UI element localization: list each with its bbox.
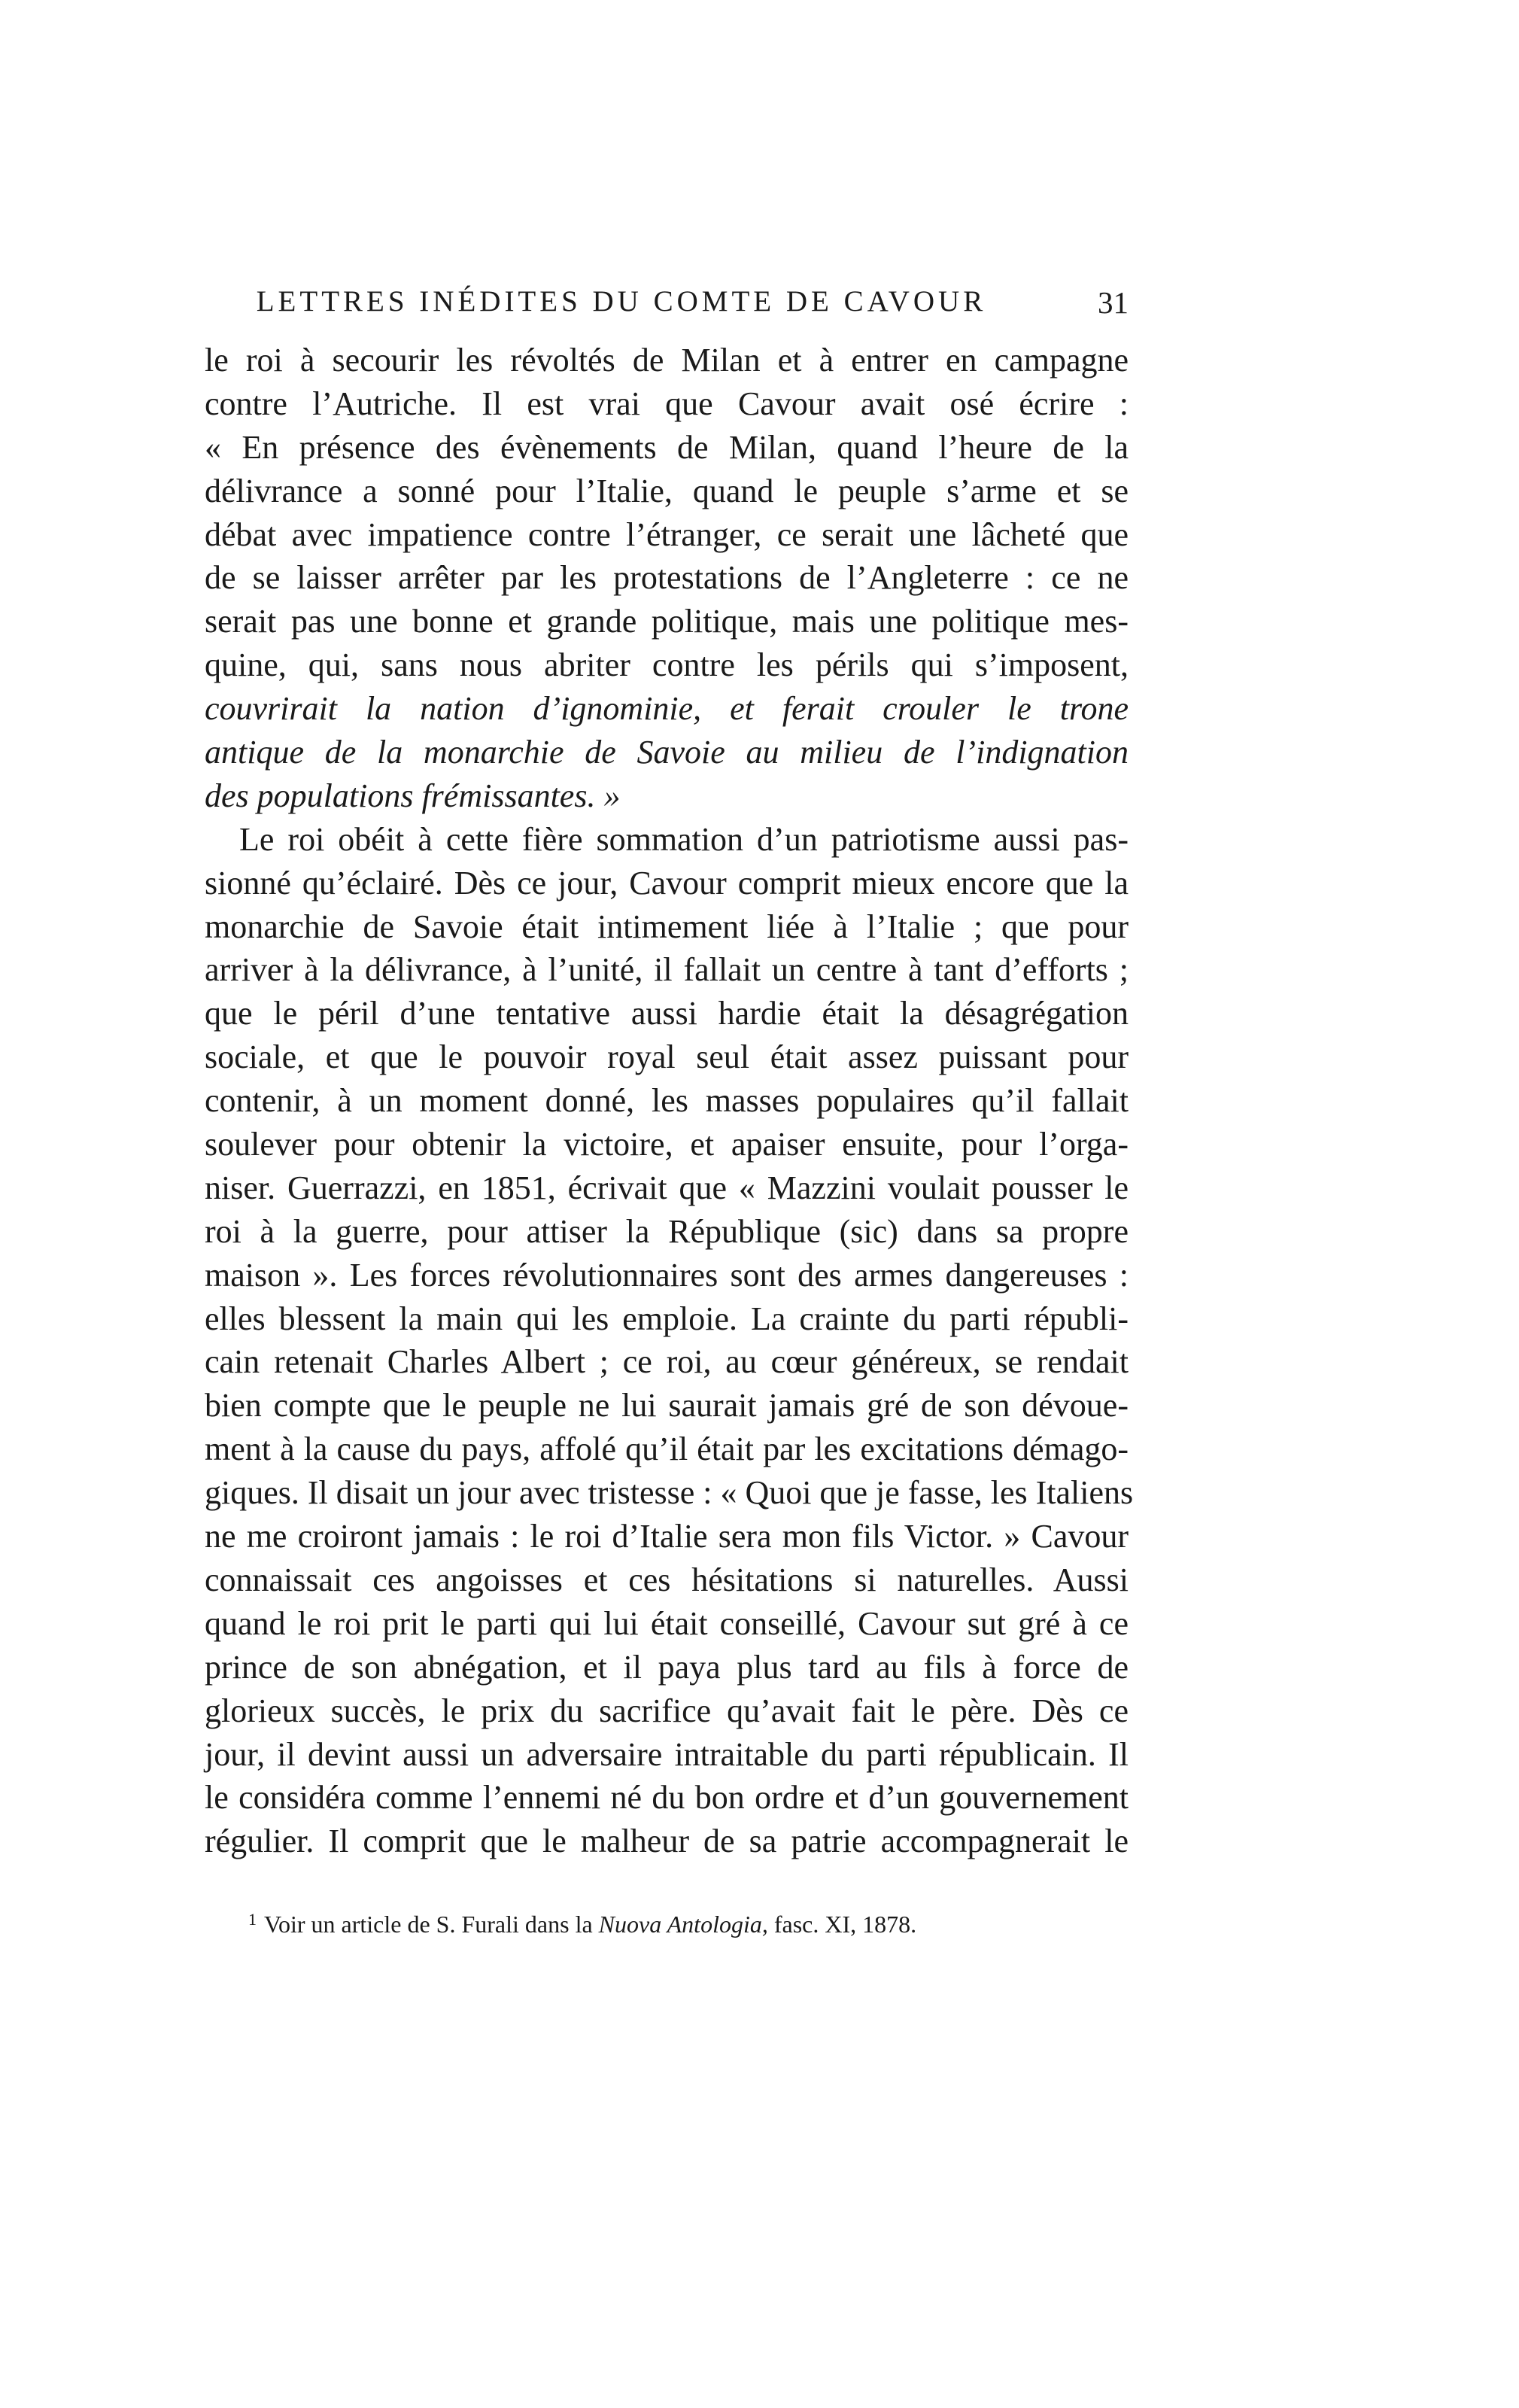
body-text [205,339,1134,1863]
text-line: niser. Guerrazzi, en 1851, écrivait que « Mazzini voulait pousser le [205,1169,1129,1206]
page-number: 31 [1098,285,1129,320]
text-line: elles blessent la main qui les emploie. La crainte du parti républi- [205,1300,1129,1337]
text-line: quine, qui, sans nous abriter contre les périls qui s’imposent, [205,646,1129,684]
text-line: prince de son abnégation, et il paya plus tard au fils à force de [205,1648,1129,1686]
text-line: serait pas une bonne et grande politique, mais une politique mes- [205,603,1129,640]
text-line: soulever pour obtenir la victoire, et apaiser ensuite, pour l’orga- [205,1126,1129,1163]
text-line: contenir, à un moment donné, les masses populaires qu’il fallait [205,1082,1129,1120]
text-line: des populations frémissantes. » [205,777,621,814]
text-line: ne me croiront jamais : le roi d’Italie sera mon fils Victor. » Cavour [205,1518,1129,1555]
text-line: maison ». Les forces révolutionnaires sont des armes dangereuses : [205,1256,1129,1294]
text-line: cain retenait Charles Albert ; ce roi, au cœur généreux, se rendait [205,1343,1129,1381]
text-line: de se laisser arrêter par les protestations de l’Angleterre : ce ne [205,559,1129,597]
text-line: contre l’Autriche. Il est vrai que Cavour avait osé écrire : [205,385,1129,422]
running-header [205,284,1129,330]
text-line: quand le roi prit le parti qui lui était conseillé, Cavour sut gré à ce [205,1604,1129,1642]
text-line: jour, il devint aussi un adversaire intraitable du parti républicain. Il [205,1735,1129,1773]
footnote-text: Voir un article de S. Furali dans la [264,1911,599,1938]
footnote-marker: 1 [248,1910,257,1929]
text-line: arriver à la délivrance, à l’unité, il fallait un centre à tant d’efforts ; [205,951,1129,989]
text-line: ment à la cause du pays, affolé qu’il était par les excitations démago- [205,1431,1129,1468]
header-title: LETTRES INÉDITES DU COMTE DE CAVOUR [256,285,987,318]
text-line: couvrirait la nation d’ignominie, et ferait crouler le trone [205,690,1129,728]
text-line: débat avec impatience contre l’étranger, ce serait une lâcheté que [205,515,1129,553]
footnote-text-end: fasc. XI, 1878. [767,1911,917,1938]
text-line: le considéra comme l’ennemi né du bon ordre et d’un gouvernement [205,1779,1129,1817]
text-line: Le roi obéit à cette fière sommation d’un patriotisme aussi pas- [239,820,1129,858]
text-line: roi à la guerre, pour attiser la République (sic) dans sa propre [205,1212,1129,1250]
text-line: que le péril d’une tentative aussi hardie était la désagrégation [205,995,1129,1032]
text-line: le roi à secourir les révoltés de Milan et à entrer en campagne [205,342,1129,379]
text-line: glorieux succès, le prix du sacrifice qu’avait fait le père. Dès ce [205,1692,1129,1729]
footnote [248,1910,1151,1938]
text-line: délivrance a sonné pour l’Italie, quand le peuple s’arme et se [205,472,1129,509]
text-line: sociale, et que le pouvoir royal seul était assez puissant pour [205,1038,1129,1076]
text-line: giques. Il disait un jour avec tristesse : « Quoi que je fasse, les Italiens [205,1474,1134,1512]
text-line: bien compte que le peuple ne lui saurait jamais gré de son dévoue- [205,1387,1129,1424]
text-line: régulier. Il comprit que le malheur de sa patrie accompagnerait le [205,1823,1129,1860]
text-line: connaissait ces angoisses et ces hésitations si naturelles. Aussi [205,1561,1129,1598]
text-line: antique de la monarchie de Savoie au milieu de l’indignation [205,734,1129,771]
footnote-journal: Nuova Antologia, [598,1911,768,1938]
text-line: « En présence des évènements de Milan, quand l’heure de la [205,428,1129,466]
text-line: monarchie de Savoie était intimement liée à l’Italie ; que pour [205,908,1129,945]
text-line: sionné qu’éclairé. Dès ce jour, Cavour comprit mieux encore que la [205,864,1129,901]
